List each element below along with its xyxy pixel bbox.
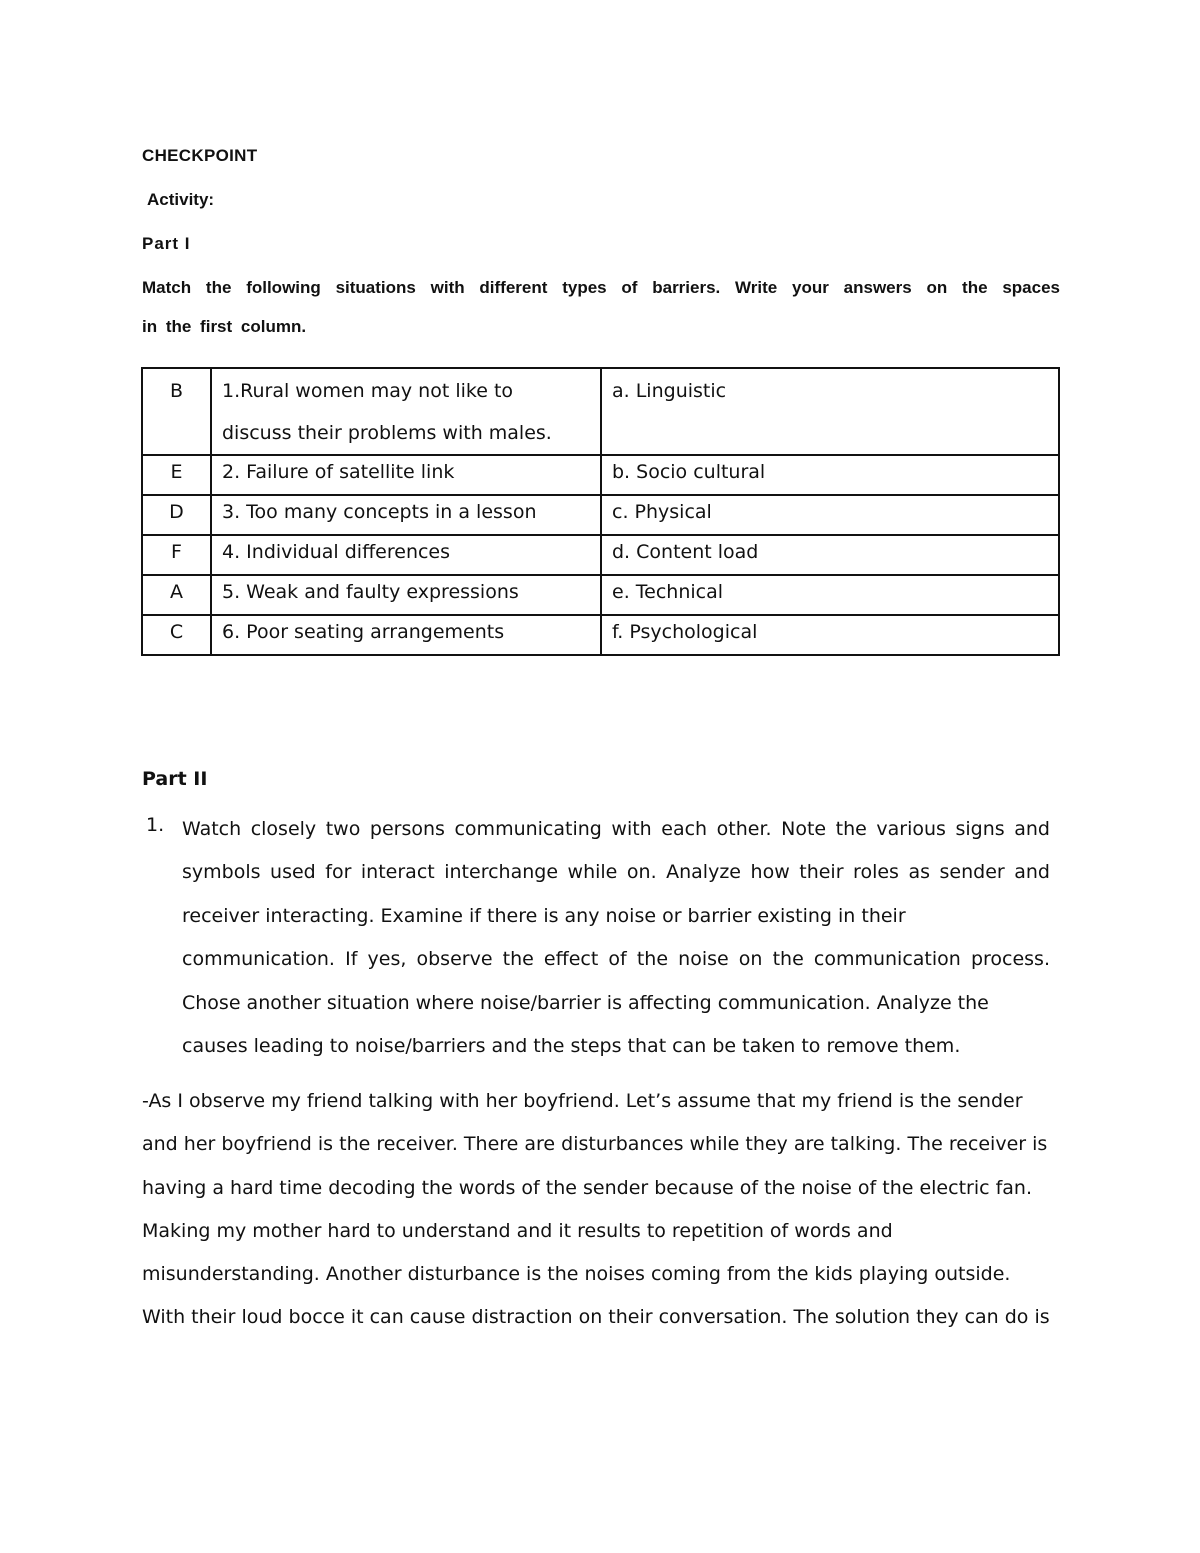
barrier-cell: e. Technical xyxy=(601,575,1059,615)
situation-cell: 3. Too many concepts in a lesson xyxy=(211,495,601,535)
question-line: communication. If yes, observe the effect of the noise on the communication process. xyxy=(182,948,1050,971)
activity-label: Activity: xyxy=(147,190,215,209)
situation-cell: 5. Weak and faulty expressions xyxy=(211,575,601,615)
table-row xyxy=(142,575,1059,615)
part1-title: Part I xyxy=(142,234,191,253)
table-row xyxy=(142,368,1059,455)
answer-cell: C xyxy=(142,615,211,655)
part1-instruction-line1: Match the following situations with different types of barriers. Write your answers on the spaces xyxy=(142,278,1060,297)
question-line: receiver interacting. Examine if there is any noise or barrier existing in their xyxy=(182,904,906,927)
answer-cell: F xyxy=(142,535,211,575)
barrier-cell: c. Physical xyxy=(601,495,1059,535)
answer-cell: E xyxy=(142,455,211,495)
answer-cell: A xyxy=(142,575,211,615)
list-item-number: 1. xyxy=(146,814,165,836)
barriers-matching-table xyxy=(141,367,1060,656)
table-row xyxy=(142,455,1059,495)
situation-text-line2: discuss their problems with males. xyxy=(222,422,552,444)
table-row xyxy=(142,495,1059,535)
part2-question xyxy=(182,808,1050,1068)
question-line: Chose another situation where noise/barrier is affecting communication. Analyze the xyxy=(182,991,989,1014)
question-line: symbols used for interact interchange while on. Analyze how their roles as sender and xyxy=(182,861,1050,884)
situation-text-line1: 1.Rural women may not like to xyxy=(222,380,514,402)
answer-line: having a hard time decoding the words of the sender because of the noise of the electric fan. xyxy=(142,1176,1033,1199)
answer-line: misunderstanding. Another disturbance is the noises coming from the kids playing outside. xyxy=(142,1263,1011,1286)
situation-cell: 4. Individual differences xyxy=(211,535,601,575)
page-heading: CHECKPOINT xyxy=(142,146,258,165)
situation-cell: 2. Failure of satellite link xyxy=(211,455,601,495)
barrier-cell: d. Content load xyxy=(601,535,1059,575)
situation-cell xyxy=(211,368,601,455)
question-line: Watch closely two persons communicating with each other. Note the various signs and xyxy=(182,818,1050,840)
answer-cell: D xyxy=(142,495,211,535)
table-row xyxy=(142,615,1059,655)
barrier-cell: a. Linguistic xyxy=(601,368,1059,455)
answer-line: -As I observe my friend talking with her boyfriend. Let’s assume that my friend is the sender xyxy=(142,1090,1023,1112)
part2-title: Part II xyxy=(142,768,208,790)
barrier-cell: f. Psychological xyxy=(601,615,1059,655)
question-line: causes leading to noise/barriers and the steps that can be taken to remove them. xyxy=(182,1035,961,1058)
table-row xyxy=(142,535,1059,575)
barrier-cell: b. Socio cultural xyxy=(601,455,1059,495)
part1-instruction-line2: in the first column. xyxy=(142,317,307,336)
part2-answer xyxy=(142,1080,1050,1340)
answer-line: With their loud bocce it can cause distraction on their conversation. The solution they can do is xyxy=(142,1306,1050,1329)
situation-cell: 6. Poor seating arrangements xyxy=(211,615,601,655)
answer-cell: B xyxy=(142,368,211,455)
answer-line: and her boyfriend is the receiver. There are disturbances while they are talking. The receiver is xyxy=(142,1133,1048,1156)
answer-line: Making my mother hard to understand and it results to repetition of words and xyxy=(142,1219,893,1242)
